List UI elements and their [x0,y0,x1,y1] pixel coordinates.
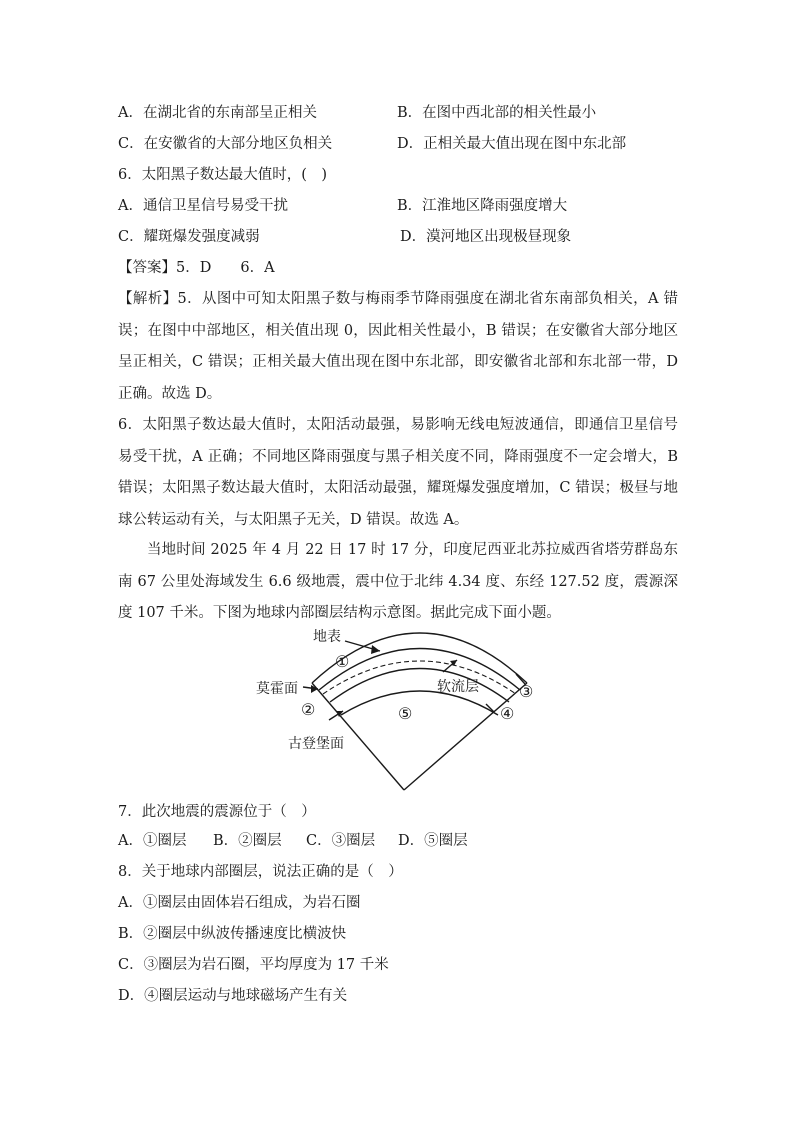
q6-option-c: C．耀斑爆发强度减弱 [118,229,260,245]
label-layer-1: ① [335,652,350,671]
q7-option-d: D．⑤圈层 [398,833,468,849]
answer-line: 【答案】5．D 6．A [118,260,275,276]
intro-paragraph: 当地时间 2025 年 4 月 22 日 17 时 17 分，印度尼西亚北苏拉威西省塔劳群岛东南 67 公里处海域发生 6.6 级地震，震中位于北纬 4.34 度、东经 127.52 度，震源深度 107 千米。下图为地球内部圈层结构示意图。据此完成下面小题。 [118,542,678,621]
q7-option-b: B．②圈层 [213,833,282,849]
label-surface: 地表 [313,629,341,645]
label-layer-2: ② [301,700,316,719]
q7-option-a: A．①圈层 [118,833,187,849]
q7-option-c: C．③圈层 [306,833,376,849]
label-layer-5: ⑤ [398,704,413,723]
q6-option-a: A．通信卫星信号易受干扰 [118,198,288,214]
q7-stem: 7．此次地震的震源位于（ ） [118,804,316,820]
label-asthenosphere: 软流层 [437,679,479,695]
q5-option-b: B．在图中西北部的相关性最小 [397,105,597,121]
label-moho: 莫霍面 [256,681,298,697]
label-layer-3: ③ [519,682,534,701]
q8-option-b: B．②圈层中纵波传播速度比横波快 [118,926,347,942]
q5-option-a: A．在湖北省的东南部呈正相关 [118,105,317,121]
analysis-q5: 【解析】5．从图中可知太阳黑子数与梅雨季节降雨强度在湖北省东南部负相关，A 错误；在图中中部地区，相关值出现 0，因此相关性最小，B 错误；在安徽省大部分地区呈正相关，C 错误；正相关最大值出现在图中东北部，即安徽省北部和东北部一带，D 正确。故选 D。 [118,291,678,402]
q8-stem: 8．关于地球内部圈层，说法正确的是（ ） [118,864,403,880]
q5-option-c: C．在安徽省的大部分地区负相关 [118,136,333,152]
q5-option-d: D．正相关最大值出现在图中东北部 [397,136,627,152]
q8-option-c: C．③圈层为岩石圈，平均厚度为 17 千米 [118,957,389,973]
q6-option-b: B．江淮地区降雨强度增大 [397,198,568,214]
analysis-q6: 6．太阳黑子数达最大值时，太阳活动最强，易影响无线电短波通信，即通信卫星信号易受干扰，A 正确；不同地区降雨强度与黑子相关度不同，降雨强度不一定会增大，B 错误；太阳黑子数达最大值时，太阳活动最强，耀斑爆发强度增加，C 错误；极昼与地球公转运动有关，与太阳黑子无关，D 错误。故选 A。 [118,417,678,528]
label-gutenberg: 古登堡面 [288,736,344,752]
q6-option-d: D．漠河地区出现极昼现象 [400,229,572,245]
q8-option-a: A．①圈层由固体岩石组成，为岩石圈 [118,895,361,911]
label-layer-4: ④ [500,704,515,723]
q6-stem: 6．太阳黑子数达最大值时，( ) [118,167,328,183]
q8-option-d: D．④圈层运动与地球磁场产生有关 [118,988,348,1004]
